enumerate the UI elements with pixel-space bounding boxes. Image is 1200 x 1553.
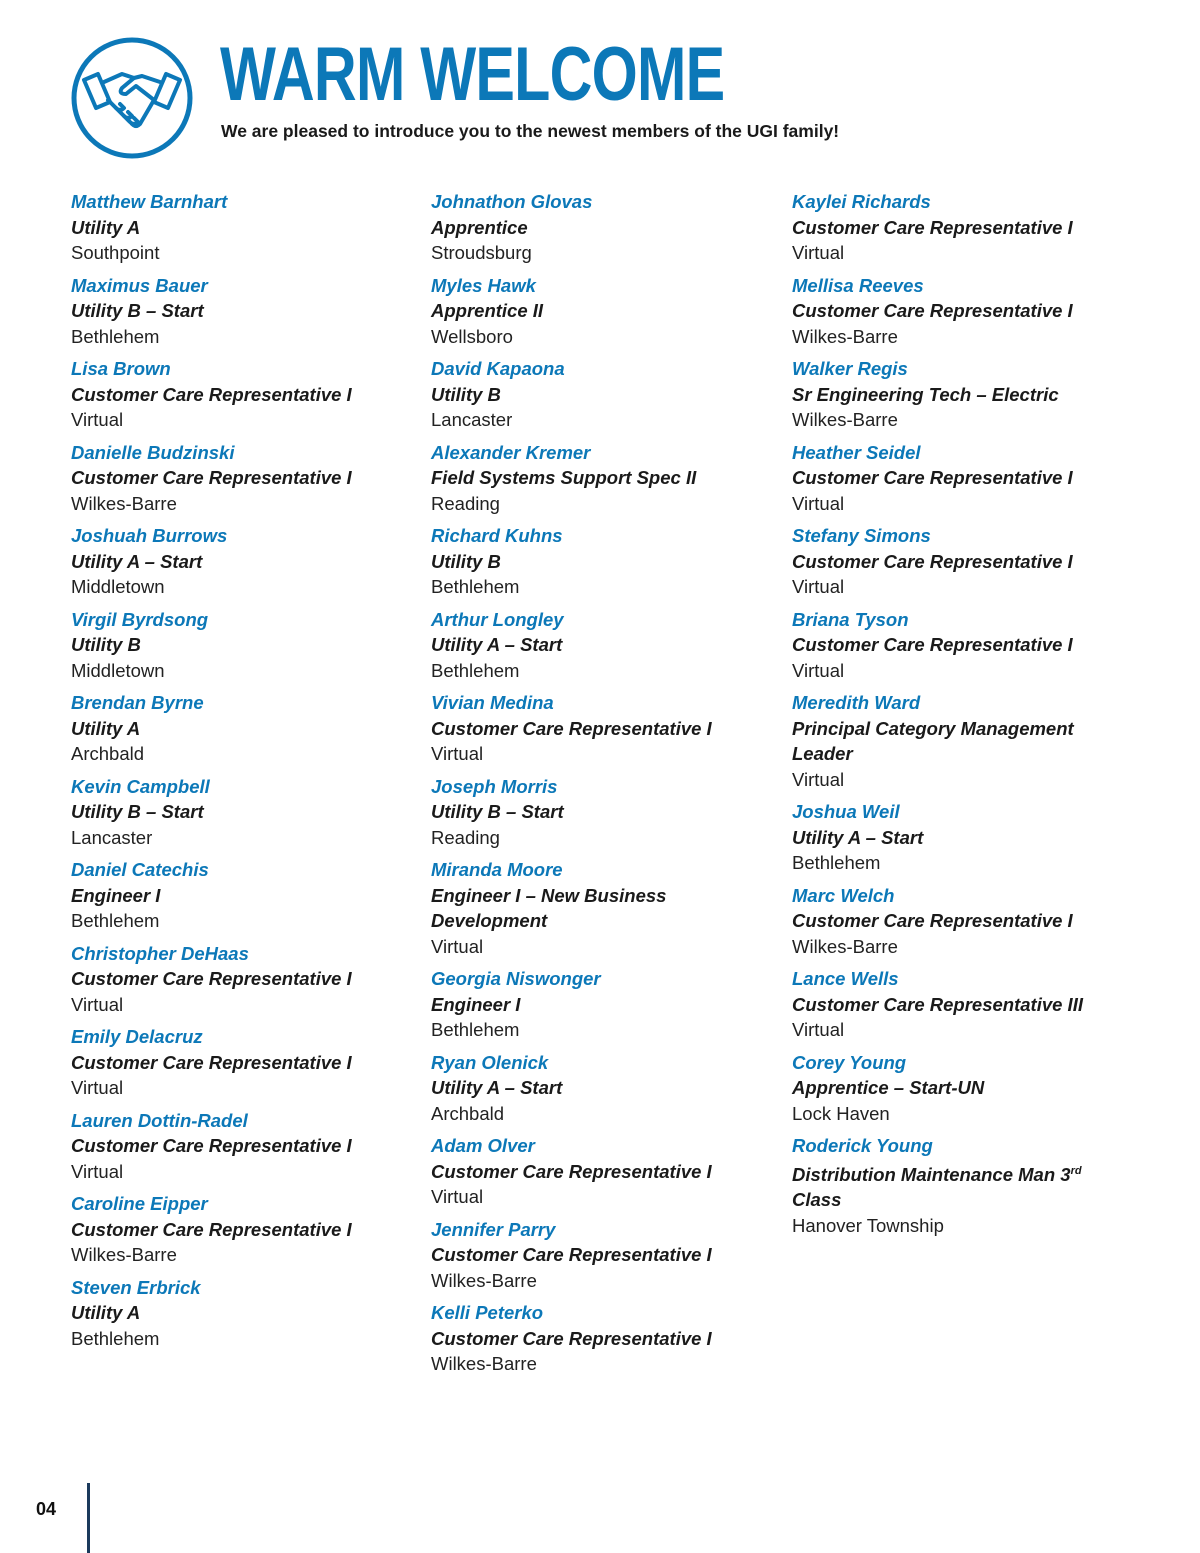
member-location: Wellsboro — [431, 325, 513, 347]
member-location: Lock Haven — [792, 1102, 890, 1124]
member-name: Roderick Young — [792, 1135, 933, 1156]
member-entry — [71, 774, 411, 851]
member-location: Bethlehem — [71, 325, 160, 347]
member-name: Ryan Olenick — [431, 1051, 549, 1073]
member-role: Engineer I — [431, 993, 521, 1015]
member-location: Virtual — [792, 576, 845, 597]
member-role: Customer Care Representative I — [792, 634, 1073, 655]
member-entry — [431, 774, 771, 851]
member-role: Customer Care Representative I — [71, 1135, 352, 1156]
member-role: Utility B — [71, 634, 141, 655]
member-location: Virtual — [71, 1077, 124, 1098]
member-role: Utility A – Start — [71, 550, 203, 572]
member-location: Middletown — [71, 576, 165, 597]
member-entry — [431, 356, 771, 433]
member-entry — [431, 273, 771, 350]
member-name: Meredith Ward — [792, 692, 921, 713]
member-role: Customer Care Representative I — [431, 1244, 712, 1265]
member-role: Customer Care Representative I — [792, 467, 1073, 488]
member-name: Adam Olver — [431, 1135, 535, 1156]
member-name: Kevin Campbell — [71, 775, 210, 797]
member-location: Virtual — [792, 1019, 845, 1040]
member-entry — [71, 189, 411, 266]
member-location: Wilkes-Barre — [792, 935, 898, 957]
member-entry — [792, 356, 1112, 433]
member-location: Bethlehem — [431, 1019, 520, 1040]
member-name: Johnathon Glovas — [431, 191, 593, 212]
member-location: Wilkes-Barre — [792, 409, 898, 430]
member-name: Kelli Peterko — [431, 1302, 544, 1323]
member-entry — [792, 1133, 1112, 1238]
member-role: Customer Care Representative I — [71, 968, 352, 989]
member-role: Apprentice – Start-UN — [792, 1077, 985, 1098]
member-role: Customer Care Representative I — [431, 1327, 712, 1349]
member-role: Distribution Maintenance Man 3rd Class — [792, 1163, 1082, 1211]
member-location: Lancaster — [71, 826, 153, 848]
member-entry — [71, 523, 411, 600]
member-name: Matthew Barnhart — [71, 191, 228, 212]
member-role: Engineer I – New Business Development — [431, 884, 667, 931]
member-location: Virtual — [792, 242, 845, 263]
member-role: Customer Care Representative I — [71, 1051, 352, 1073]
member-entry — [431, 1217, 771, 1294]
page-subtitle: We are pleased to introduce you to the newest members of the UGI family! — [221, 121, 840, 141]
member-entry — [431, 440, 771, 517]
member-location: Reading — [431, 826, 500, 848]
member-location: Virtual — [71, 1160, 124, 1182]
member-location: Archbald — [71, 743, 145, 764]
page-title: WARM WELCOME — [220, 32, 725, 117]
member-entry — [71, 1024, 411, 1101]
member-location: Virtual — [431, 1186, 484, 1207]
member-entry — [71, 1191, 411, 1268]
member-name: Maximus Bauer — [71, 274, 208, 296]
member-name: Caroline Eipper — [71, 1193, 208, 1214]
member-column-3 — [792, 189, 1112, 1245]
member-role: Customer Care Representative I — [71, 467, 352, 488]
member-entry — [431, 1300, 771, 1377]
member-entry — [71, 273, 411, 350]
member-location: Virtual — [431, 935, 484, 957]
member-entry — [431, 1050, 771, 1127]
footer-divider — [87, 1483, 90, 1553]
member-name: Marc Welch — [792, 884, 895, 906]
member-name: Joshua Weil — [792, 801, 900, 822]
member-role: Utility B — [431, 550, 501, 572]
member-entry — [71, 1108, 411, 1185]
page-number: 04 — [36, 1499, 57, 1519]
member-name: Vivian Medina — [431, 692, 554, 713]
member-role: Customer Care Representative I — [792, 550, 1073, 572]
member-name: Steven Erbrick — [71, 1276, 201, 1298]
member-role: Utility A – Start — [431, 634, 563, 655]
member-entry — [71, 356, 411, 433]
member-location: Bethlehem — [71, 1327, 160, 1349]
member-name: Miranda Moore — [431, 859, 563, 880]
member-entry — [71, 690, 411, 767]
member-name: Mellisa Reeves — [792, 274, 924, 296]
member-role: Customer Care Representative I — [792, 216, 1073, 238]
member-name: Briana Tyson — [792, 608, 909, 630]
member-name: Walker Regis — [792, 358, 908, 379]
member-name: Corey Young — [792, 1051, 907, 1073]
member-location: Hanover Township — [792, 1214, 944, 1236]
member-location: Virtual — [792, 659, 845, 681]
member-name: David Kapaona — [431, 358, 565, 379]
member-entry — [792, 523, 1112, 600]
member-location: Reading — [431, 492, 500, 514]
member-location: Virtual — [71, 409, 124, 430]
member-name: Arthur Longley — [431, 608, 564, 630]
member-name: Lance Wells — [792, 968, 899, 989]
member-entry — [792, 440, 1112, 517]
member-role: Principal Category Management Leader — [792, 717, 1074, 764]
member-location: Bethlehem — [71, 910, 160, 931]
member-name: Joshuah Burrows — [71, 525, 228, 546]
member-role: Customer Care Representative I — [792, 300, 1073, 321]
member-name: Lauren Dottin-Radel — [71, 1109, 248, 1131]
member-entry — [71, 941, 411, 1018]
member-entry — [71, 440, 411, 517]
member-role: Customer Care Representative I — [71, 383, 352, 405]
member-location: Middletown — [71, 659, 165, 681]
member-role: Utility A — [71, 216, 141, 238]
member-entry — [792, 799, 1112, 876]
member-name: Stefany Simons — [792, 525, 931, 546]
member-entry — [431, 607, 771, 684]
member-location: Stroudsburg — [431, 242, 532, 263]
member-name: Danielle Budzinski — [71, 441, 235, 463]
member-entry — [431, 690, 771, 767]
member-role: Customer Care Representative I — [431, 717, 712, 739]
member-location: Wilkes-Barre — [71, 1244, 177, 1265]
member-location: Wilkes-Barre — [792, 325, 898, 347]
member-role: Customer Care Representative I — [792, 910, 1073, 931]
member-location: Bethlehem — [431, 576, 520, 597]
member-entry — [431, 857, 771, 959]
member-entry — [792, 1050, 1112, 1127]
member-column-2 — [431, 189, 771, 1384]
member-location: Lancaster — [431, 409, 513, 430]
member-entry — [71, 607, 411, 684]
member-role: Utility B – Start — [71, 300, 204, 321]
member-name: Alexander Kremer — [431, 441, 591, 463]
member-name: Myles Hawk — [431, 274, 536, 296]
member-entry — [792, 607, 1112, 684]
member-location: Wilkes-Barre — [431, 1353, 537, 1374]
member-entry — [792, 273, 1112, 350]
member-name: Daniel Catechis — [71, 859, 209, 880]
member-role: Utility B — [431, 383, 501, 405]
member-role: Utility A – Start — [792, 826, 924, 848]
member-name: Christopher DeHaas — [71, 942, 249, 964]
member-location: Virtual — [431, 743, 484, 764]
member-role: Sr Engineering Tech – Electric — [792, 383, 1059, 405]
member-entry — [431, 966, 771, 1043]
member-role: Field Systems Support Spec II — [431, 467, 697, 488]
member-name: Kaylei Richards — [792, 191, 931, 212]
member-entry — [71, 1275, 411, 1352]
member-location: Wilkes-Barre — [71, 492, 177, 514]
member-entry — [71, 857, 411, 934]
member-location: Wilkes-Barre — [431, 1269, 537, 1291]
member-role: Utility B – Start — [71, 801, 204, 822]
member-name: Virgil Byrdsong — [71, 608, 209, 630]
member-role: Customer Care Representative I — [431, 1160, 712, 1182]
member-entry — [792, 883, 1112, 960]
member-entry — [431, 523, 771, 600]
member-location: Bethlehem — [431, 659, 520, 681]
member-role: Customer Care Representative III — [792, 993, 1083, 1015]
member-role: Utility A – Start — [431, 1077, 563, 1098]
member-name: Jennifer Parry — [431, 1218, 556, 1240]
member-name: Lisa Brown — [71, 358, 171, 379]
member-name: Richard Kuhns — [431, 525, 563, 546]
member-name: Georgia Niswonger — [431, 968, 601, 989]
member-role: Utility B – Start — [431, 801, 564, 822]
member-entry — [431, 189, 771, 266]
member-column-1 — [71, 189, 411, 1358]
member-location: Archbald — [431, 1102, 505, 1124]
member-role: Utility A — [71, 717, 141, 739]
member-role: Apprentice — [431, 216, 528, 238]
member-location: Southpoint — [71, 242, 160, 263]
member-entry — [792, 690, 1112, 792]
member-location: Virtual — [71, 993, 124, 1015]
member-name: Joseph Morris — [431, 775, 558, 797]
member-location: Bethlehem — [792, 852, 881, 873]
member-location: Virtual — [792, 492, 845, 514]
member-role: Customer Care Representative I — [71, 1218, 352, 1240]
member-name: Emily Delacruz — [71, 1026, 203, 1047]
member-entry — [792, 189, 1112, 266]
member-role: Apprentice II — [431, 300, 544, 321]
member-name: Heather Seidel — [792, 441, 921, 463]
member-role: Utility A — [71, 1302, 141, 1323]
member-entry — [431, 1133, 771, 1210]
member-location: Virtual — [792, 768, 845, 790]
member-role: Engineer I — [71, 884, 161, 906]
member-entry — [792, 966, 1112, 1043]
member-name: Brendan Byrne — [71, 692, 204, 713]
